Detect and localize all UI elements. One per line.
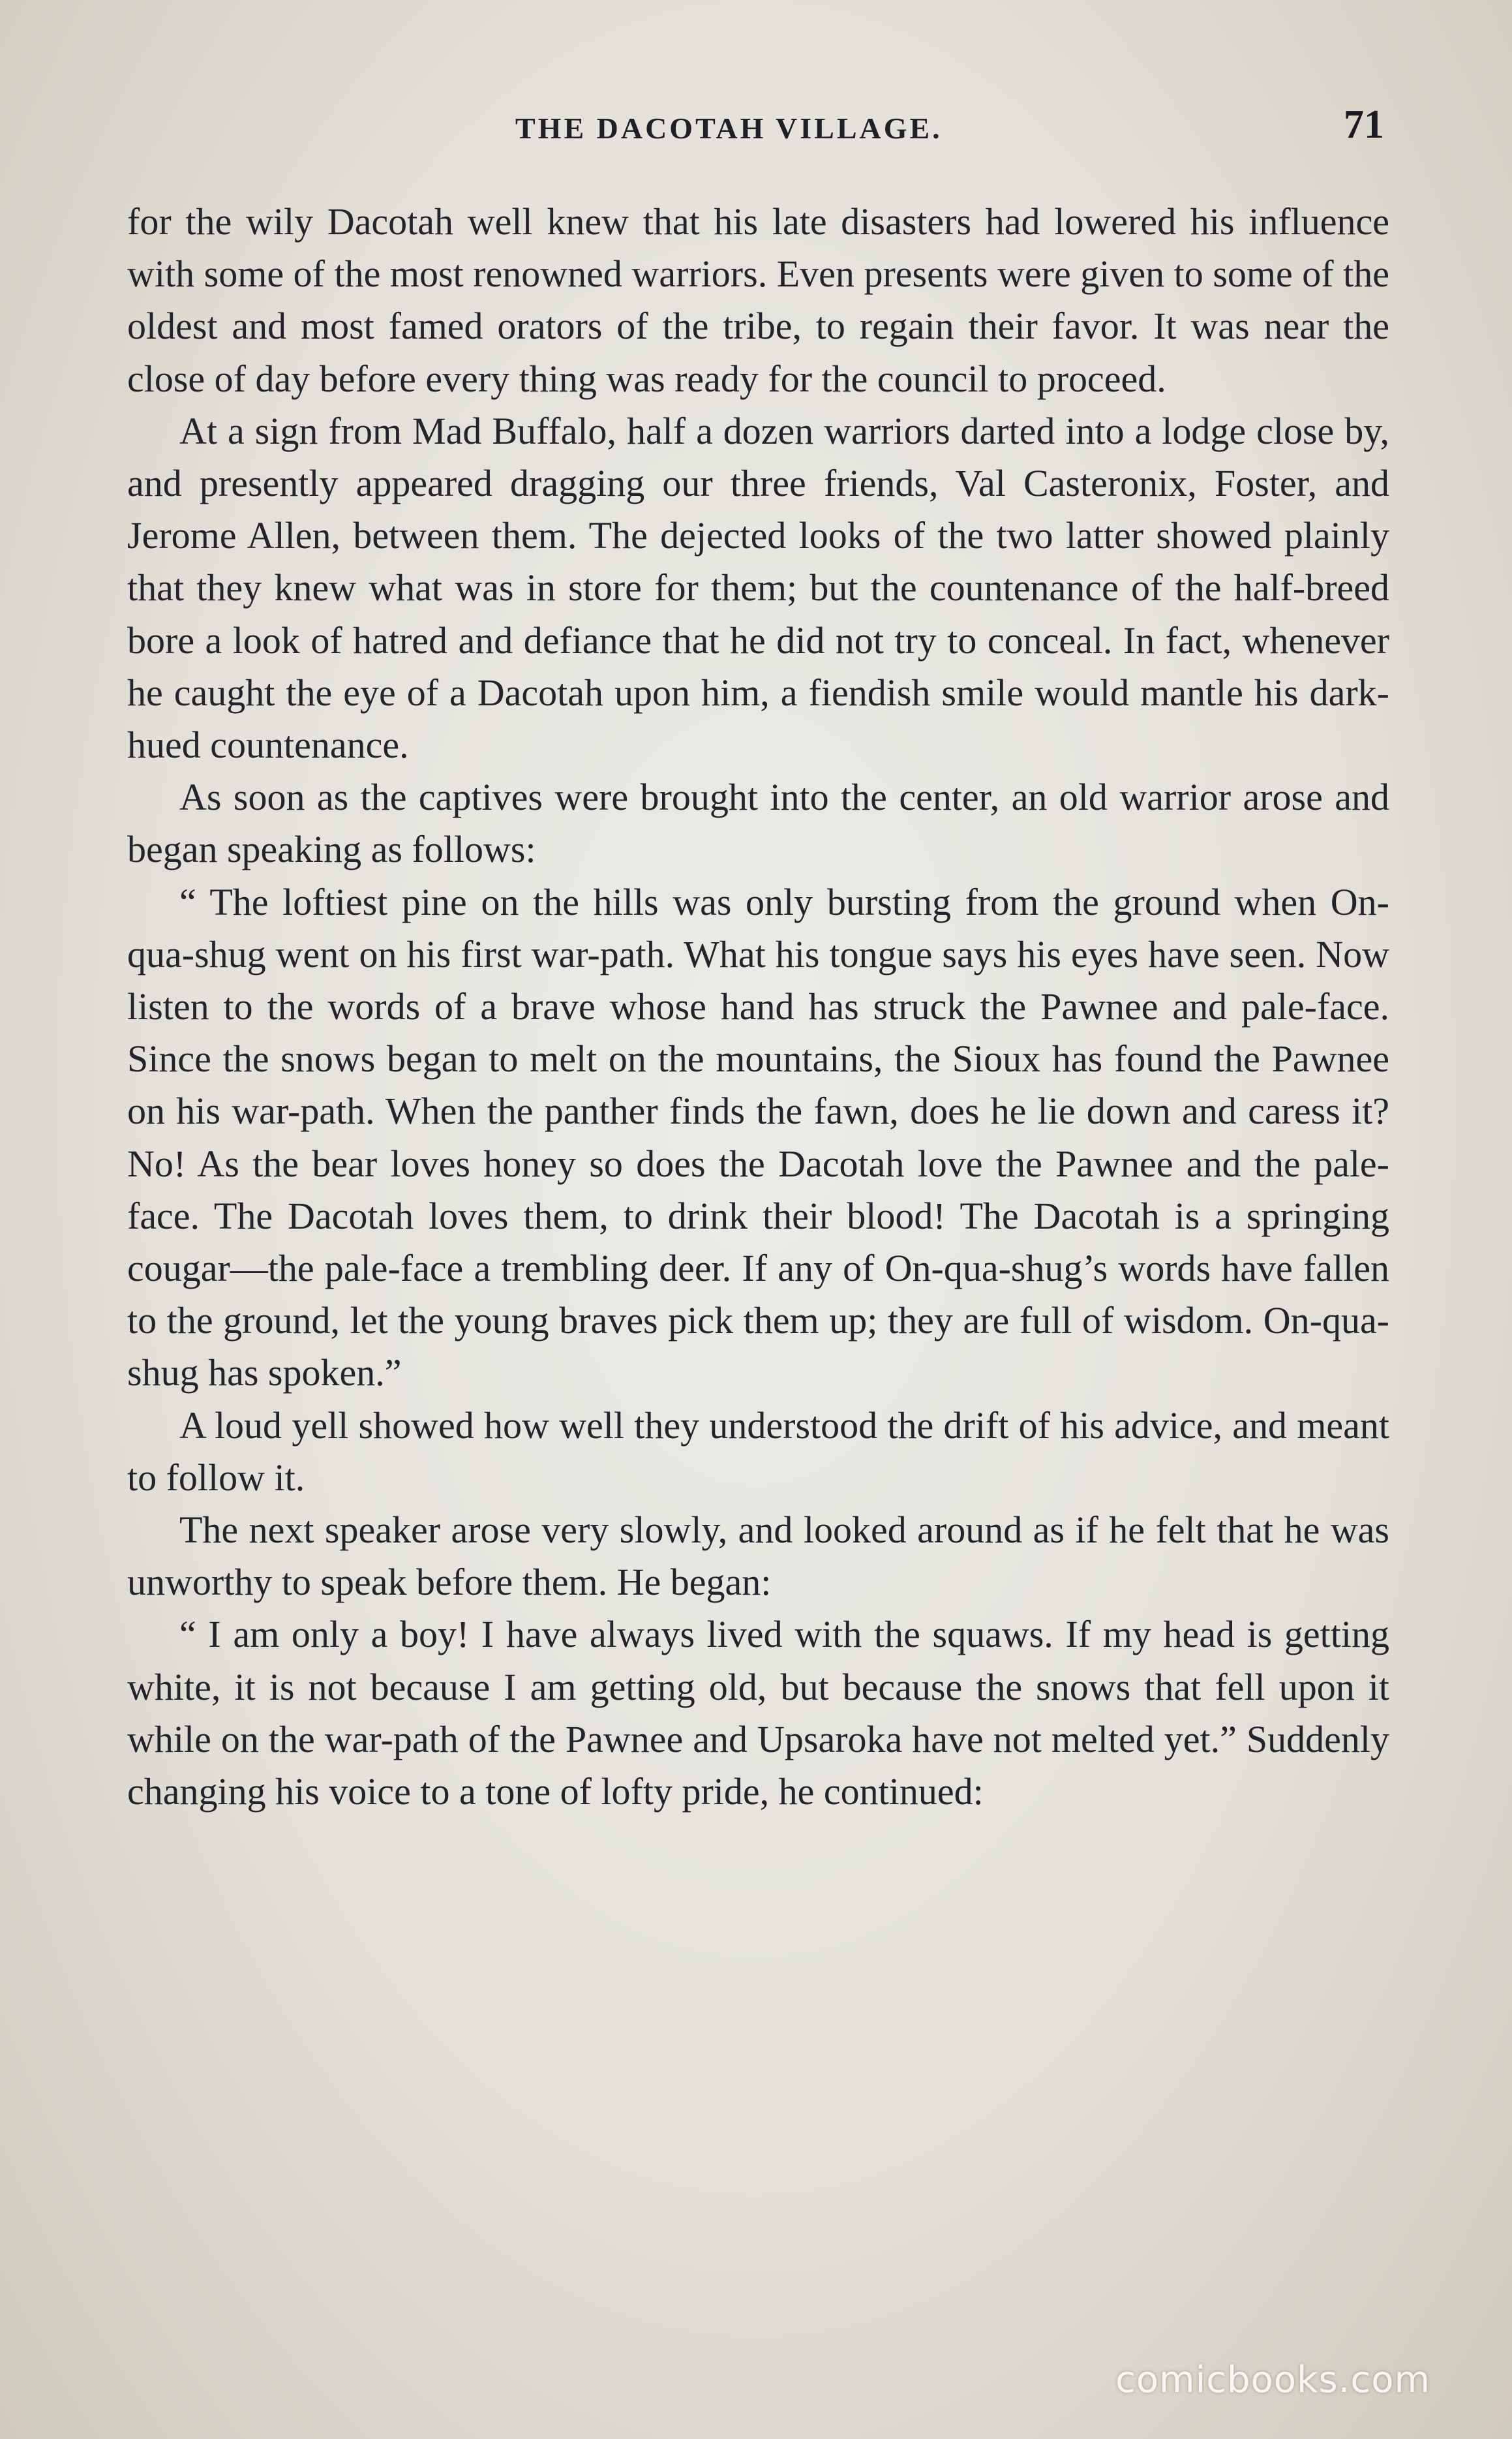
paragraph: “ I am only a boy! I have always lived with the squaws. If my head is getting white, it is not because I am getting old, but because the snows that fell upon it while on the war-path of the Pawnee and Upsaroka have not melted yet.” Suddenly changing his voice to a tone of lofty pride, he continued:: [127, 1613, 1389, 1813]
body-text: [127, 196, 1389, 1818]
paragraph: The next speaker arose very slowly, and looked around as if he felt that he was unworthy to speak before them. He began:: [127, 1509, 1389, 1604]
paragraph: At a sign from Mad Buffalo, half a dozen warriors darted into a lodge close by, and presently appeared dragging our three friends, Val Casteronix, Foster, and Jerome Allen, between them. The dejected looks of the two latter showed plainly that they knew what was in store for them; but the countenance of the half-breed bore a look of hatred and defiance that he did not try to conceal. In fact, whenever he caught the eye of a Dacotah upon him, a fiendish smile would mantle his dark-hued countenance.: [127, 409, 1389, 767]
paragraph: As soon as the captives were brought into the center, an old warrior arose and began speaking as follows:: [127, 776, 1389, 871]
running-head: THE DACOTAH VILLAGE.: [515, 112, 943, 145]
page-number: 71: [1344, 102, 1384, 147]
paragraph: for the wily Dacotah well knew that his late disasters had lowered his influence with some of the most renowned warriors. Even presents were given to some of the oldest and most famed orators of the tribe, to regain their favor. It was near the close of day before every thing was ready for the council to proceed.: [127, 200, 1389, 400]
paragraph: “ The loftiest pine on the hills was only bursting from the ground when On-qua-shug went on his first war-path. What his tongue says his eyes have seen. Now listen to the words of a brave whose hand has struck the Pawnee and pale-face. Since the snows began to melt on the mountains, the Sioux has found the Pawnee on his war-path. When the panther finds the fawn, does he lie down and caress it? No! As the bear loves honey so does the Dacotah love the Pawnee and the pale-face. The Dacotah loves them, to drink their blood! The Dacotah is a springing cougar—the pale-face a trembling deer. If any of On-qua-shug’s words have fallen to the ground, let the young braves pick them up; they are full of wisdom. On-qua-shug has spoken.”: [127, 880, 1389, 1394]
paragraph: A loud yell showed how well they understood the drift of his advice, and meant to follow it.: [127, 1404, 1389, 1499]
page-header: [0, 102, 1512, 163]
watermark: comicbooks.com: [1115, 2359, 1431, 2401]
